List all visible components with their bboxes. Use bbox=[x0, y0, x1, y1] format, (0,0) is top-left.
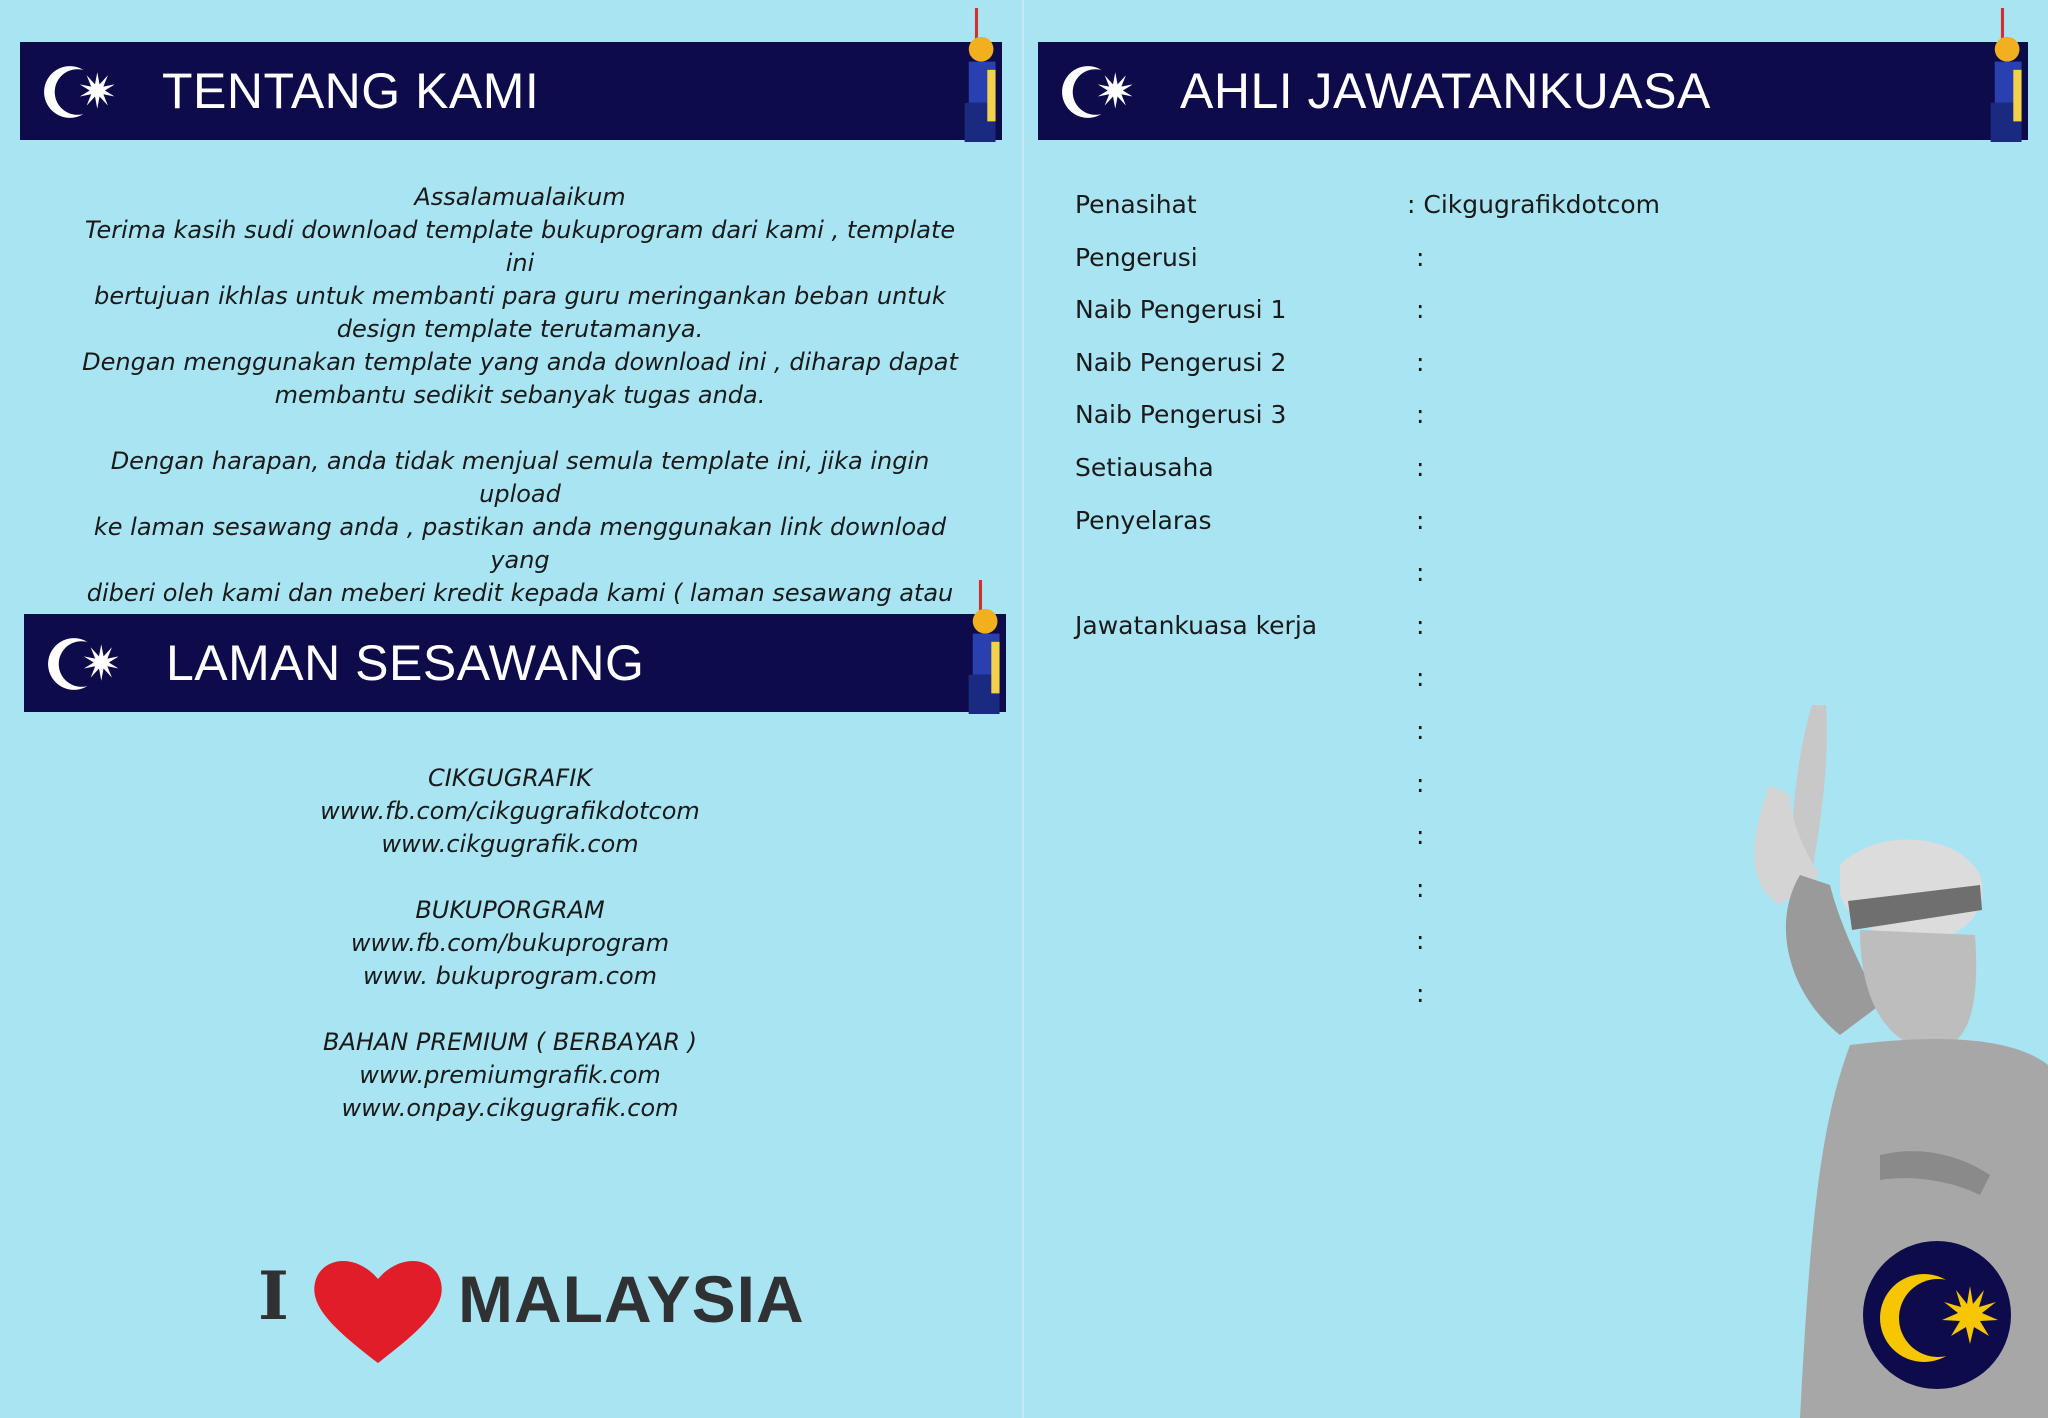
slogan-prefix: I bbox=[258, 1257, 289, 1335]
website-link[interactable]: www.onpay.cikgugrafik.com bbox=[341, 1094, 679, 1122]
link-group-premium bbox=[230, 1026, 790, 1125]
about-heading: TENTANG KAMI bbox=[162, 63, 540, 119]
link-group-title: BUKUPORGRAM bbox=[415, 896, 605, 924]
i-love-malaysia-logo bbox=[258, 1255, 818, 1365]
committee-row bbox=[1075, 243, 1775, 296]
committee-value: : Cikgugrafikdotcom bbox=[1407, 190, 1661, 219]
committee-value: : bbox=[1416, 452, 1425, 482]
committee-row bbox=[1075, 348, 1775, 401]
intro-line: Dengan harapan, anda tidak menjual semula template ini, jika ingin upload bbox=[110, 447, 930, 508]
intro-line: ke laman sesawang anda , pastikan anda menggunakan link download yang bbox=[93, 513, 947, 574]
committee-value: : bbox=[1416, 558, 1425, 588]
website-link[interactable]: www.fb.com/bukuprogram bbox=[350, 929, 670, 957]
committee-row bbox=[1075, 453, 1775, 506]
committee-value: : bbox=[1416, 400, 1425, 430]
committee-row bbox=[1075, 821, 1775, 874]
intro-line: membantu sedikit sebanyak tugas anda. bbox=[274, 381, 766, 409]
link-group-title: BAHAN PREMIUM ( BERBAYAR ) bbox=[323, 1028, 697, 1056]
committee-heading: AHLI JAWATANKUASA bbox=[1180, 63, 1711, 119]
committee-role: Naib Pengerusi 3 bbox=[1075, 400, 1287, 430]
committee-role: Naib Pengerusi 2 bbox=[1075, 347, 1287, 377]
heart-icon bbox=[308, 1255, 448, 1367]
committee-row bbox=[1075, 926, 1775, 979]
committee-row bbox=[1075, 874, 1775, 927]
about-text bbox=[70, 181, 970, 643]
committee-list bbox=[1075, 190, 1775, 1032]
committee-row bbox=[1075, 716, 1775, 769]
committee-value: : bbox=[1416, 873, 1425, 903]
committee-banner bbox=[1038, 42, 2028, 140]
slogan-word: MALAYSIA bbox=[458, 1262, 805, 1336]
committee-value: : bbox=[1416, 242, 1425, 272]
committee-row bbox=[1075, 663, 1775, 716]
crescent-star-icon bbox=[42, 626, 118, 702]
website-link[interactable]: www.cikgugrafik.com bbox=[381, 830, 639, 858]
committee-row bbox=[1075, 295, 1775, 348]
committee-value: : bbox=[1416, 663, 1425, 693]
royal-guard-icon bbox=[946, 8, 1008, 142]
website-links bbox=[230, 762, 790, 1158]
websites-heading: LAMAN SESAWANG bbox=[166, 635, 645, 691]
committee-role: Jawatankuasa kerja bbox=[1075, 610, 1318, 640]
website-link[interactable]: www. bukuprogram.com bbox=[362, 962, 658, 990]
website-link[interactable]: www.premiumgrafik.com bbox=[359, 1061, 661, 1089]
intro-line: design template terutamanya. bbox=[336, 315, 704, 343]
royal-guard-icon bbox=[950, 580, 1012, 714]
link-group-cikgugrafik bbox=[230, 762, 790, 861]
link-group-bukuprogram bbox=[230, 894, 790, 993]
committee-row bbox=[1075, 190, 1775, 243]
committee-value: : bbox=[1416, 821, 1425, 851]
committee-role: Pengerusi bbox=[1075, 242, 1198, 272]
website-link[interactable]: www.fb.com/cikgugrafikdotcom bbox=[320, 797, 700, 825]
committee-value: : bbox=[1416, 505, 1425, 535]
committee-role: Penasihat bbox=[1075, 190, 1197, 219]
committee-row bbox=[1075, 611, 1775, 664]
committee-value: : bbox=[1416, 978, 1425, 1008]
crescent-star-icon bbox=[1056, 54, 1132, 130]
about-banner bbox=[20, 42, 1002, 140]
page-divider bbox=[1022, 0, 1024, 1418]
crescent-star-icon bbox=[38, 54, 114, 130]
committee-row bbox=[1075, 769, 1775, 822]
committee-role: Penyelaras bbox=[1075, 505, 1212, 535]
intro-line: Terima kasih sudi download template bukuprogram dari kami , template ini bbox=[84, 216, 956, 277]
intro-line: diberi oleh kami dan meberi kredit kepada kami ( laman sesawang atau bbox=[86, 579, 954, 607]
intro-line: Dengan menggunakan template yang anda download ini , diharap dapat bbox=[82, 348, 958, 376]
committee-row bbox=[1075, 506, 1775, 559]
committee-value: : bbox=[1416, 926, 1425, 956]
committee-value: : bbox=[1416, 768, 1425, 798]
committee-value: : bbox=[1416, 715, 1425, 745]
committee-value: : bbox=[1416, 295, 1425, 325]
committee-row bbox=[1075, 400, 1775, 453]
committee-role: Naib Pengerusi 1 bbox=[1075, 295, 1287, 325]
link-group-title: CIKGUGRAFIK bbox=[427, 764, 593, 792]
websites-banner bbox=[24, 614, 1006, 712]
committee-row bbox=[1075, 979, 1775, 1032]
committee-row bbox=[1075, 558, 1775, 611]
crescent-star-badge-icon bbox=[1862, 1240, 2012, 1390]
committee-value: : bbox=[1416, 610, 1425, 640]
royal-guard-icon bbox=[1972, 8, 2034, 142]
committee-role: Setiausaha bbox=[1075, 452, 1214, 482]
intro-line: Assalamualaikum bbox=[414, 183, 626, 211]
committee-value: : bbox=[1416, 347, 1425, 377]
intro-line: bertujuan ikhlas untuk membanti para guru meringankan beban untuk bbox=[94, 282, 946, 310]
